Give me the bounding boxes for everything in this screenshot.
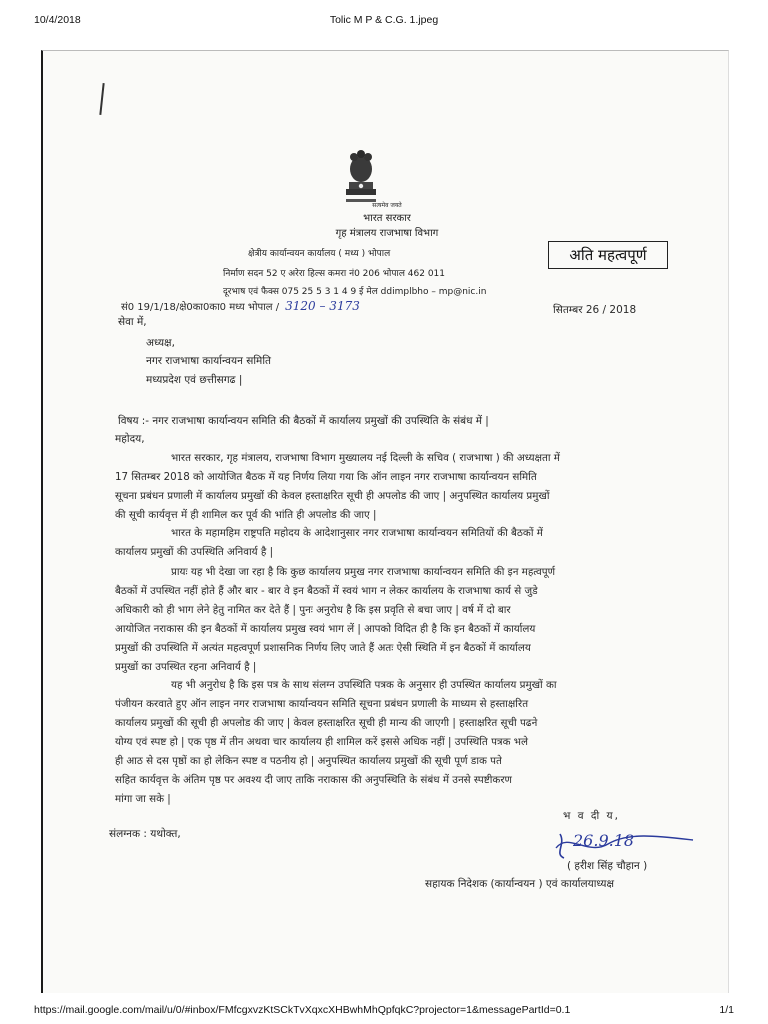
enclosure: संलग्नक : यथोक्त, [109, 828, 181, 840]
paragraph-line: प्रमुखों की उपस्थिति में अत्यंत महत्वपूर्ण प्रशासनिक निर्णय लिए जाते हैं अतः ऐसी स्थिति में इन बैठकों में कार्यालय [115, 642, 531, 654]
paragraph-line: प्रायः यह भी देखा जा रहा है कि कुछ कार्यालय प्रमुख नगर राजभाषा कार्यान्वयन समिति की इन महत्वपूर्ण [171, 566, 556, 578]
closing: भ व दी य, [563, 810, 620, 822]
paragraph-line: भारत के महामहिम राष्ट्रपति महोदय के आदेशानुसार नगर राजभाषा कार्यान्वयन समितियों की बैठकों में [171, 527, 543, 539]
paragraph-line: सूचना प्रबंधन प्रणाली में कार्यालय प्रमुखों की केवल हस्ताक्षरित सूची ही अपलोड की जाए | अनुपस्थित कार्यालय प्रमुखों [115, 490, 550, 502]
gov-name: भारत सरकार [363, 213, 411, 224]
letter-sheet [41, 50, 729, 993]
recipient-line: नगर राजभाषा कार्यान्वयन समिति [146, 355, 272, 367]
urgent-stamp: अति महत्वपूर्ण [548, 241, 668, 269]
reference-handwritten: 3120 – 3173 [285, 299, 360, 313]
paragraph-line: यह भी अनुरोध है कि इस पत्र के साथ संलग्न उपस्थिति पत्रक के अनुसार ही उपस्थित कार्यालय प्रमुखों का [171, 679, 557, 691]
paragraph-line: प्रमुखों का उपस्थित रहना अनिवार्य है | [115, 661, 257, 673]
paragraph-line: अधिकारी को ही भाग लेने हेतु नामित कर देते हैं | पुनः अनुरोध है कि इस प्रवृति से बचा जाए | वर्ष में दो बार [115, 604, 511, 616]
paragraph-line: ही आठ से दस पृष्ठों का हो लेकिन स्पष्ट व पठनीय हो | अनुपस्थित कार्यालय प्रमुखों की सूची पूर्ण डाक पते [115, 755, 502, 767]
ministry-name: गृह मंत्रालय राजभाषा विभाग [335, 228, 439, 239]
print-date: 10/4/2018 [34, 14, 81, 26]
paragraph-line: भारत सरकार, गृह मंत्रालय, राजभाषा विभाग मुख्यालय नई दिल्ली के सचिव ( राजभाषा ) की अध्यक्षता में [171, 452, 560, 464]
paragraph-line: योग्य एवं स्पष्ट हो | एक पृष्ठ में तीन अथवा चार कार्यालय ही शामिल करें इससे अधिक नहीं | उपस्थिति पत्रक भले [115, 736, 529, 748]
print-url: https://mail.google.com/mail/u/0/#inbox/FMfcgxvzKtSCkTvXqxcXHBwhMhQpfqkC?projector=1&messagePartId=0.1 [34, 1004, 571, 1016]
print-header [0, 14, 768, 28]
print-title: Tolic M P & C.G. 1.jpeg [329, 14, 439, 26]
paragraph-line: की सूची कार्यवृत्त में ही शामिल कर पूर्व की भांति ही अपलोड की जाए | [115, 509, 377, 521]
office-name: क्षेत्रीय कार्यान्वयन कार्यालय ( मध्य ) भोपाल [248, 249, 391, 259]
signatory-name: ( हरीश सिंह चौहान ) [567, 860, 648, 872]
pen-mark [99, 83, 104, 115]
signatory-designation: सहायक निदेशक (कार्यान्वयन ) एवं कार्यालयाध्यक्ष [425, 878, 614, 890]
paragraph-2 [115, 524, 543, 562]
greeting: महोदय, [115, 433, 145, 445]
salutation: सेवा में, [118, 316, 147, 328]
paragraph-line: बैठकों में उपस्थित नहीं होते हैं और बार - बार वे इन बैठकों में स्वयं भाग न लेकर कार्यालय के राजभाषा कार्य से जुडे [115, 585, 538, 597]
paragraph-1 [115, 449, 560, 525]
paragraph-line: 17 सितम्बर 2018 को आयोजित बैठक में यह निर्णय लिया गया कि ऑन लाइन नगर राजभाषा कार्यान्वयन समिति [115, 471, 537, 483]
recipient-line: मध्यप्रदेश एवं छत्तीसगढ | [146, 374, 243, 386]
paragraph-3 [115, 563, 555, 677]
print-page-number: 1/1 [719, 1004, 734, 1016]
paragraph-line: आयोजित नराकास की इन बैठकों में कार्यालय प्रमुख स्वयं भाग लें | आपको विदित ही है कि इन बैठकों में कार्यालय [115, 623, 536, 635]
paragraph-4 [115, 676, 557, 809]
reference-number [121, 299, 360, 313]
office-address: निर्माण सदन 52 ए अरेरा हिल्स कमरा नं0 206 भोपाल 462 011 [223, 269, 445, 279]
motto: सत्यमेव जयते [372, 202, 402, 209]
signature-date: 26.9.18 [573, 831, 635, 850]
recipient-line: अध्यक्ष, [146, 337, 175, 349]
paragraph-line: सहित कार्यवृत्त के अंतिम पृष्ठ पर अवश्य दी जाए ताकि नराकास की अनुपस्थिति के संबंध में उनसे स्पष्टीकरण [115, 774, 512, 786]
paragraph-line: पंजीयन करवाते हुए ऑन लाइन नगर राजभाषा कार्यान्वयन समिति सूचना प्रबंधन प्रणाली के माध्यम से हस्ताक्षरित [115, 698, 529, 710]
paragraph-line: मांगा जा सके | [115, 793, 171, 805]
office-contact: दूरभाष एवं फैक्स 075 25 5 3 1 4 9 ई मेल ddimplbho – mp@nic.in [223, 287, 487, 297]
letter-date: सितम्बर 26 / 2018 [553, 304, 637, 316]
reference-text: सं0 19/1/18/क्षे0का0का0 मध्य भोपाल / [121, 302, 280, 313]
subject-line: विषय :- नगर राजभाषा कार्यान्वयन समिति की बैठकों में कार्यालय प्रमुखों की उपस्थिति के संबंध में | [118, 415, 489, 427]
paragraph-line: कार्यालय प्रमुखों की उपस्थिति अनिवार्य है | [115, 546, 274, 558]
paragraph-line: कार्यालय प्रमुखों की सूची ही अपलोड की जाए | केवल हस्ताक्षरित सूची ही मान्य की जाएगी | हस्ताक्षरित सूची पढने [115, 717, 538, 729]
